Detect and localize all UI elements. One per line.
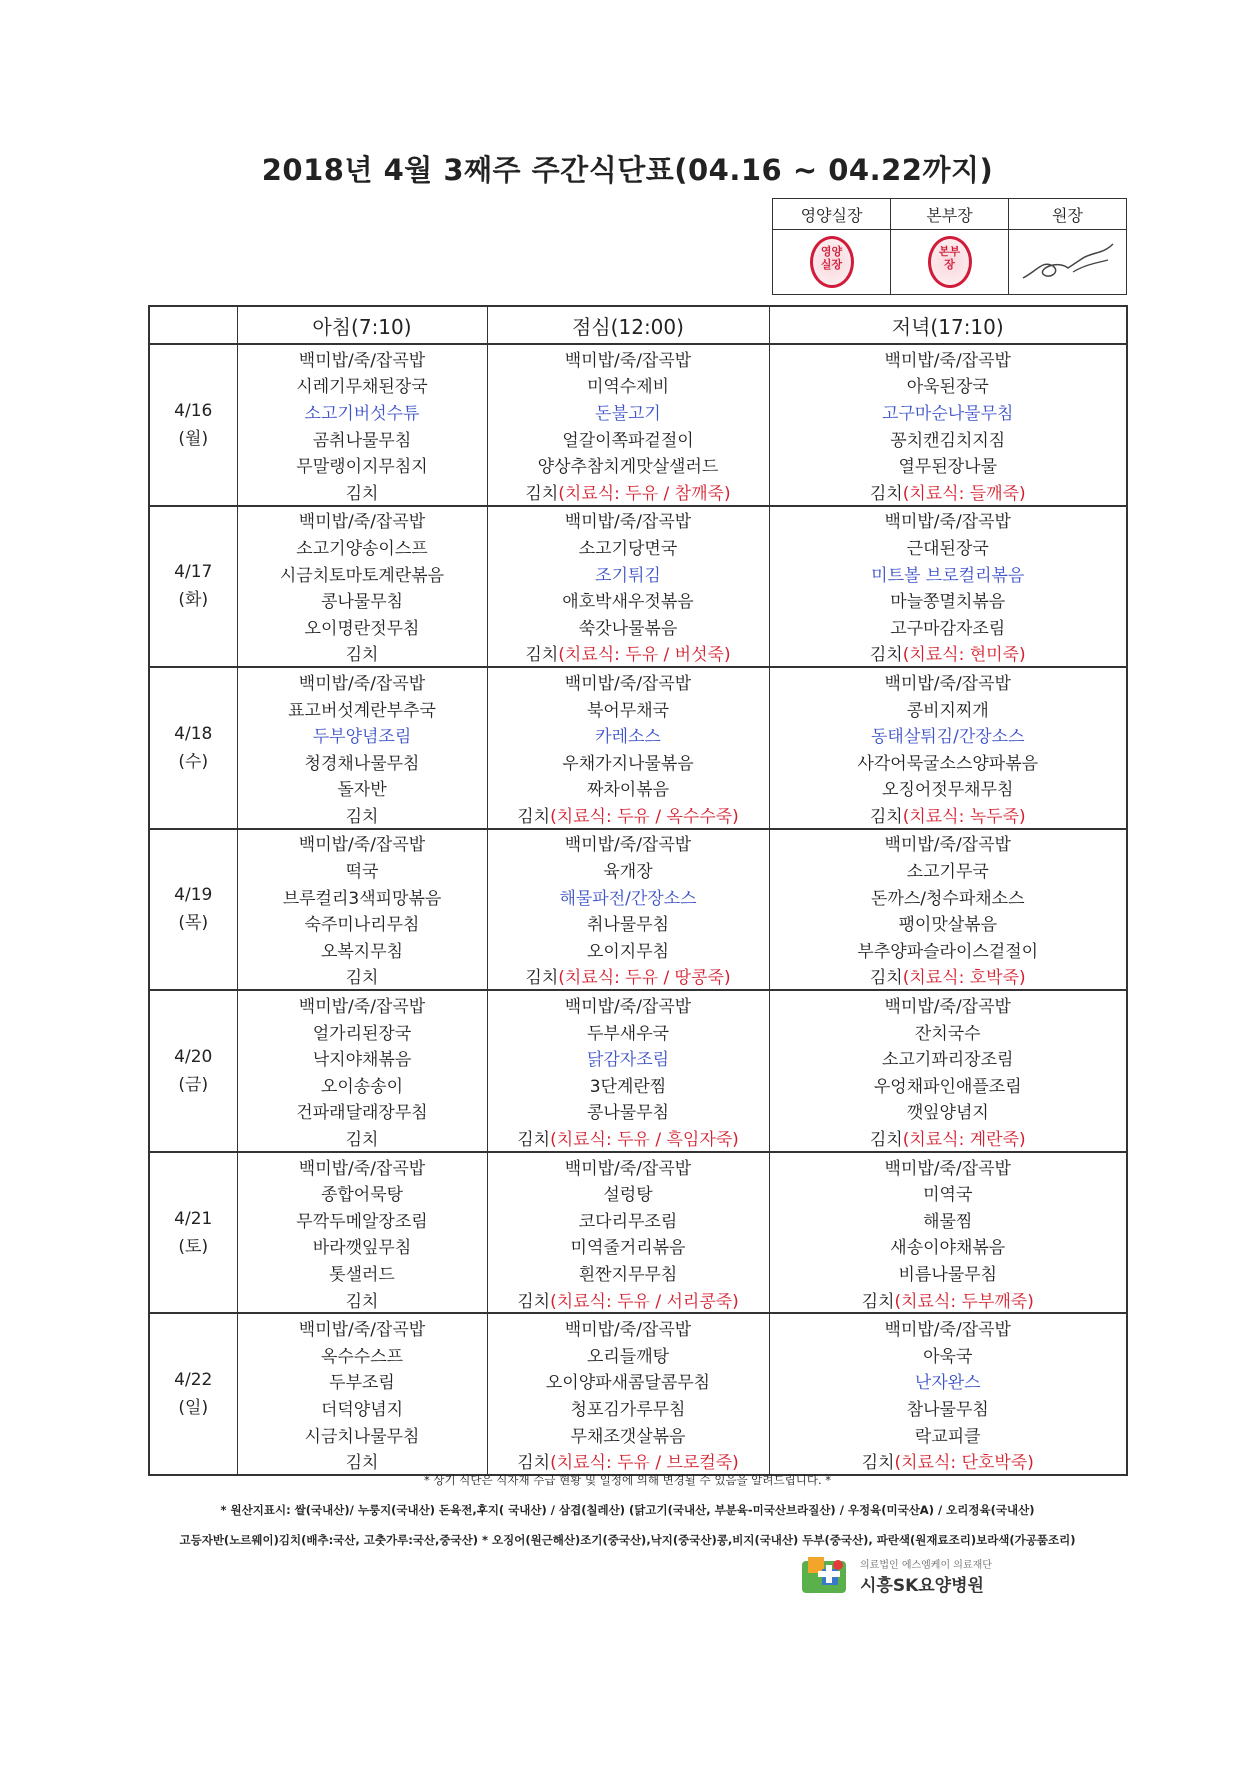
dinner-item: 미역국 <box>769 1179 1127 1206</box>
day-group <box>149 506 1127 668</box>
dinner-item <box>769 1447 1127 1475</box>
header-breakfast: 아침(7:10) <box>237 306 487 344</box>
day-weekday: (일) <box>178 1398 209 1419</box>
lunch-item: 두부새우국 <box>487 1018 769 1045</box>
day-label <box>149 1152 237 1314</box>
dinner-item: 꽁치캔김치지짐 <box>769 425 1127 452</box>
dinner-item: 백미밥/죽/잡곡밥 <box>769 506 1127 534</box>
lunch-item: 백미밥/죽/잡곡밥 <box>487 667 769 695</box>
table-row <box>149 451 1127 478</box>
lunch-item: 짜차이볶음 <box>487 775 769 802</box>
lunch-item <box>487 1286 769 1314</box>
lunch-item: 우채가지나물볶음 <box>487 748 769 775</box>
day-weekday: (화) <box>178 590 209 611</box>
table-row <box>149 1313 1127 1341</box>
breakfast-item: 종합어묵탕 <box>237 1179 487 1206</box>
table-row <box>149 506 1127 534</box>
breakfast-item: 오이송송이 <box>237 1071 487 1098</box>
origin-text: * 원산지표시: 쌀(국내산)/ 누룽지(국내산) 돈육전,후지( 국내산) / 삼겹(칠레산) (닭고기(국내산, 부분육-미국산브라질산) / 우정육(미국산A) / 오리정육(국내산) <box>220 1503 1035 1517</box>
dinner-item <box>769 801 1127 829</box>
dinner-item: 아욱국 <box>769 1341 1127 1368</box>
dinner-item <box>769 963 1127 991</box>
dinner-item: 락교피클 <box>769 1421 1127 1448</box>
table-row <box>149 372 1127 399</box>
dinner-item: 돈까스/청수파채소스 <box>769 883 1127 910</box>
day-date: 4/16 <box>174 400 213 421</box>
table-row <box>149 936 1127 963</box>
breakfast-item: 건파래달래장무침 <box>237 1098 487 1125</box>
table-row <box>149 1044 1127 1071</box>
lunch-item: 백미밥/죽/잡곡밥 <box>487 344 769 372</box>
lunch-item <box>487 1124 769 1152</box>
dinner-item <box>769 1286 1127 1314</box>
dinner-item: 비름나물무침 <box>769 1259 1127 1286</box>
signature-icon <box>1013 230 1123 290</box>
dinner-item: 사각어묵굴소스양파볶음 <box>769 748 1127 775</box>
lunch-item: 백미밥/죽/잡곡밥 <box>487 829 769 857</box>
lunch-item <box>487 640 769 668</box>
day-label <box>149 990 237 1152</box>
table-row <box>149 425 1127 452</box>
table-row <box>149 1286 1127 1314</box>
dinner-special-diet: (치료식: 들깨죽) <box>902 483 1026 504</box>
lunch-item: 오리들깨탕 <box>487 1341 769 1368</box>
dinner-item: 고구마감자조림 <box>769 613 1127 640</box>
breakfast-item: 곰취나물무침 <box>237 425 487 452</box>
table-row <box>149 1124 1127 1152</box>
dinner-item: 우엉채파인애플조림 <box>769 1071 1127 1098</box>
lunch-item: 콩나물무침 <box>487 1098 769 1125</box>
day-group <box>149 829 1127 991</box>
lunch-special-diet: (치료식: 두유 / 버섯죽) <box>558 645 731 666</box>
dinner-kimchi: 김치 <box>861 1453 895 1474</box>
table-row <box>149 1179 1127 1206</box>
breakfast-item: 백미밥/죽/잡곡밥 <box>237 829 487 857</box>
day-weekday: (금) <box>178 1075 209 1096</box>
table-row <box>149 398 1127 425</box>
dinner-item: 깻잎양념지 <box>769 1098 1127 1125</box>
dinner-item <box>769 1124 1127 1152</box>
table-row <box>149 1071 1127 1098</box>
table-row <box>149 909 1127 936</box>
day-weekday: (토) <box>178 1236 209 1257</box>
dinner-kimchi: 김치 <box>869 968 903 989</box>
day-weekday: (수) <box>178 751 209 772</box>
approval-sign-director <box>891 230 1009 295</box>
breakfast-item: 돌자반 <box>237 775 487 802</box>
day-date: 4/21 <box>174 1208 213 1229</box>
dinner-kimchi: 김치 <box>861 1291 895 1312</box>
table-row <box>149 344 1127 372</box>
dinner-kimchi: 김치 <box>869 483 903 504</box>
table-row <box>149 1447 1127 1475</box>
breakfast-item: 시금치토마토계란볶음 <box>237 560 487 587</box>
lunch-item: 얼갈이쪽파겉절이 <box>487 425 769 452</box>
day-weekday: (월) <box>178 428 209 449</box>
breakfast-item: 더덕양념지 <box>237 1394 487 1421</box>
day-date: 4/17 <box>174 562 213 583</box>
dinner-item: 새송이야채볶음 <box>769 1233 1127 1260</box>
lunch-item: 조기튀김 <box>487 560 769 587</box>
lunch-kimchi: 김치 <box>517 806 551 827</box>
weekly-menu-table <box>148 305 1128 1476</box>
notice-text: * 상기 식단은 식자재 수급 현황 및 일정에 의해 변경될 수 있음을 알려드립니다. * <box>423 1473 832 1487</box>
table-row <box>149 883 1127 910</box>
lunch-special-diet: (치료식: 두유 / 서리콩죽) <box>550 1291 739 1312</box>
lunch-item: 미역줄거리볶음 <box>487 1233 769 1260</box>
approval-header-head: 원장 <box>1009 199 1127 230</box>
lunch-item: 양상추참치게맛살샐러드 <box>487 451 769 478</box>
lunch-item: 설렁탕 <box>487 1179 769 1206</box>
seal-stamp: 본부 장 <box>928 236 972 288</box>
lunch-kimchi: 김치 <box>525 483 559 504</box>
table-row <box>149 667 1127 695</box>
lunch-item: 무채조갯살볶음 <box>487 1421 769 1448</box>
breakfast-item: 시레기무채된장국 <box>237 372 487 399</box>
dinner-item: 백미밥/죽/잡곡밥 <box>769 1152 1127 1180</box>
approval-sign-nutrition <box>773 230 891 295</box>
table-row <box>149 801 1127 829</box>
dinner-item: 고구마순나물무침 <box>769 398 1127 425</box>
table-row <box>149 829 1127 857</box>
breakfast-item: 바라깻잎무침 <box>237 1233 487 1260</box>
breakfast-item: 떡국 <box>237 856 487 883</box>
dinner-special-diet: (치료식: 단호박죽) <box>894 1453 1034 1474</box>
lunch-special-diet: (치료식: 두유 / 브로컬죽) <box>550 1453 739 1474</box>
lunch-item <box>487 801 769 829</box>
breakfast-item: 브루컬리3색피망볶음 <box>237 883 487 910</box>
breakfast-item: 소고기버섯수튜 <box>237 398 487 425</box>
breakfast-item: 김치 <box>237 1124 487 1152</box>
dinner-item: 소고기무국 <box>769 856 1127 883</box>
dinner-kimchi: 김치 <box>869 1130 903 1151</box>
approval-box <box>772 198 1127 295</box>
lunch-item: 백미밥/죽/잡곡밥 <box>487 506 769 534</box>
breakfast-item: 김치 <box>237 1286 487 1314</box>
lunch-item: 애호박새우젓볶음 <box>487 586 769 613</box>
breakfast-item: 김치 <box>237 801 487 829</box>
day-label <box>149 506 237 668</box>
breakfast-item: 오복지무침 <box>237 936 487 963</box>
breakfast-item: 김치 <box>237 963 487 991</box>
day-label <box>149 344 237 506</box>
lunch-item <box>487 963 769 991</box>
lunch-kimchi: 김치 <box>517 1130 551 1151</box>
day-date: 4/19 <box>174 885 213 906</box>
dinner-item: 아욱된장국 <box>769 372 1127 399</box>
lunch-item: 소고기당면국 <box>487 533 769 560</box>
breakfast-item: 백미밥/죽/잡곡밥 <box>237 990 487 1018</box>
table-row <box>149 695 1127 722</box>
table-row <box>149 1394 1127 1421</box>
breakfast-item: 표고버섯계란부추국 <box>237 695 487 722</box>
lunch-item: 취나물무침 <box>487 909 769 936</box>
breakfast-item: 얼가리된장국 <box>237 1018 487 1045</box>
dinner-item: 근대된장국 <box>769 533 1127 560</box>
table-row <box>149 1152 1127 1180</box>
lunch-item: 오이지무침 <box>487 936 769 963</box>
day-label <box>149 1313 237 1475</box>
dinner-item: 참나물무침 <box>769 1394 1127 1421</box>
table-row <box>149 586 1127 613</box>
lunch-item: 흰짠지무무침 <box>487 1259 769 1286</box>
breakfast-item: 숙주미나리무침 <box>237 909 487 936</box>
dinner-item: 백미밥/죽/잡곡밥 <box>769 344 1127 372</box>
dinner-item: 마늘쫑멸치볶음 <box>769 586 1127 613</box>
table-row <box>149 963 1127 991</box>
breakfast-item: 소고기양송이스프 <box>237 533 487 560</box>
lunch-special-diet: (치료식: 두유 / 참깨죽) <box>558 483 731 504</box>
day-label <box>149 829 237 991</box>
table-row <box>149 1368 1127 1395</box>
breakfast-item: 콩나물무침 <box>237 586 487 613</box>
breakfast-item: 무말랭이지무침지 <box>237 451 487 478</box>
foundation-name: 의료법인 에스엠케이 의료재단 <box>860 1560 992 1571</box>
breakfast-item: 청경채나물무침 <box>237 748 487 775</box>
dinner-special-diet: (치료식: 계란죽) <box>902 1130 1026 1151</box>
day-group <box>149 1152 1127 1314</box>
dinner-item: 부추양파슬라이스겉절이 <box>769 936 1127 963</box>
lunch-item: 닭감자조림 <box>487 1044 769 1071</box>
dinner-kimchi: 김치 <box>869 806 903 827</box>
breakfast-item: 백미밥/죽/잡곡밥 <box>237 344 487 372</box>
dinner-special-diet: (치료식: 두부깨죽) <box>894 1291 1034 1312</box>
dinner-item <box>769 478 1127 506</box>
day-group <box>149 344 1127 506</box>
header-lunch: 점심(12:00) <box>487 306 769 344</box>
lunch-kimchi: 김치 <box>525 645 559 666</box>
lunch-item: 육개장 <box>487 856 769 883</box>
table-row <box>149 560 1127 587</box>
lunch-special-diet: (치료식: 두유 / 흑임자죽) <box>550 1130 739 1151</box>
table-row <box>149 1259 1127 1286</box>
lunch-item <box>487 1447 769 1475</box>
dinner-item <box>769 640 1127 668</box>
breakfast-item: 옥수수스프 <box>237 1341 487 1368</box>
dinner-item: 해물찜 <box>769 1206 1127 1233</box>
dinner-item: 콩비지찌개 <box>769 695 1127 722</box>
dinner-special-diet: (치료식: 현미죽) <box>902 645 1026 666</box>
day-date: 4/22 <box>174 1370 213 1391</box>
dinner-item: 열무된장나물 <box>769 451 1127 478</box>
dinner-item: 백미밥/죽/잡곡밥 <box>769 990 1127 1018</box>
page-title: 2018년 4월 3째주 주간식단표(04.16 ~ 04.22까지) <box>261 153 994 187</box>
dinner-item: 미트볼 브로컬리볶음 <box>769 560 1127 587</box>
lunch-item: 북어무채국 <box>487 695 769 722</box>
hospital-name: 시흥SK요양병원 <box>860 1576 984 1596</box>
approval-sign-head <box>1009 230 1127 295</box>
lunch-item: 백미밥/죽/잡곡밥 <box>487 1152 769 1180</box>
lunch-kimchi: 김치 <box>517 1291 551 1312</box>
table-row <box>149 1341 1127 1368</box>
dinner-item: 백미밥/죽/잡곡밥 <box>769 667 1127 695</box>
hospital-logo-icon <box>800 1555 848 1595</box>
lunch-item: 쑥갓나물볶음 <box>487 613 769 640</box>
dinner-item: 동태살튀김/간장소스 <box>769 721 1127 748</box>
dinner-item: 백미밥/죽/잡곡밥 <box>769 1313 1127 1341</box>
day-weekday: (목) <box>178 913 209 934</box>
breakfast-item: 오이명란젓무침 <box>237 613 487 640</box>
breakfast-item: 김치 <box>237 640 487 668</box>
day-group <box>149 667 1127 829</box>
table-row <box>149 748 1127 775</box>
breakfast-item: 무깍두메알장조림 <box>237 1206 487 1233</box>
dinner-item: 잔치국수 <box>769 1018 1127 1045</box>
table-row <box>149 856 1127 883</box>
lunch-item: 청포김가루무침 <box>487 1394 769 1421</box>
lunch-item: 돈불고기 <box>487 398 769 425</box>
lunch-item: 코다리무조림 <box>487 1206 769 1233</box>
dinner-item: 소고기꽈리장조림 <box>769 1044 1127 1071</box>
table-row <box>149 478 1127 506</box>
approval-header-nutrition: 영양실장 <box>773 199 891 230</box>
table-row <box>149 721 1127 748</box>
lunch-item: 오이양파새콤달콤무침 <box>487 1368 769 1395</box>
lunch-item: 해물파전/간장소스 <box>487 883 769 910</box>
lunch-item: 3단계란찜 <box>487 1071 769 1098</box>
dinner-item: 백미밥/죽/잡곡밥 <box>769 829 1127 857</box>
seal-stamp: 영양 실장 <box>810 236 854 288</box>
table-row <box>149 640 1127 668</box>
breakfast-item: 시금치나물무침 <box>237 1421 487 1448</box>
dinner-kimchi: 김치 <box>869 645 903 666</box>
lunch-item: 백미밥/죽/잡곡밥 <box>487 1313 769 1341</box>
approval-header-director: 본부장 <box>891 199 1009 230</box>
header-day <box>149 306 237 344</box>
lunch-item <box>487 478 769 506</box>
dinner-item: 오징어젓무채무침 <box>769 775 1127 802</box>
dinner-item: 난자완스 <box>769 1368 1127 1395</box>
breakfast-item: 김치 <box>237 478 487 506</box>
breakfast-item: 두부양념조림 <box>237 721 487 748</box>
header-dinner: 저녁(17:10) <box>769 306 1127 344</box>
table-row <box>149 1018 1127 1045</box>
lunch-item: 카레소스 <box>487 721 769 748</box>
day-group <box>149 990 1127 1152</box>
dinner-special-diet: (치료식: 녹두죽) <box>902 806 1026 827</box>
breakfast-item: 백미밥/죽/잡곡밥 <box>237 1313 487 1341</box>
breakfast-item: 백미밥/죽/잡곡밥 <box>237 667 487 695</box>
breakfast-item: 톳샐러드 <box>237 1259 487 1286</box>
dinner-special-diet: (치료식: 호박죽) <box>902 968 1026 989</box>
lunch-item: 백미밥/죽/잡곡밥 <box>487 990 769 1018</box>
breakfast-item: 백미밥/죽/잡곡밥 <box>237 506 487 534</box>
breakfast-item: 낙지야채볶음 <box>237 1044 487 1071</box>
table-row <box>149 1206 1127 1233</box>
origin-text-2: 고등자반(노르웨이)김치(배추:국산, 고춧가루:국산,중국산) * 오징어(원근해산)조기(중국산),낙지(중국산)콩,비지(국내산) 두부(중국산), 파란색(원재료조리)보라색(가공품조리) <box>179 1533 1076 1547</box>
table-row <box>149 613 1127 640</box>
breakfast-item: 김치 <box>237 1447 487 1475</box>
table-row <box>149 533 1127 560</box>
table-row <box>149 1098 1127 1125</box>
table-row <box>149 990 1127 1018</box>
table-row <box>149 1421 1127 1448</box>
lunch-kimchi: 김치 <box>517 1453 551 1474</box>
lunch-kimchi: 김치 <box>525 968 559 989</box>
day-group <box>149 1313 1127 1475</box>
dinner-item: 팽이맛살볶음 <box>769 909 1127 936</box>
day-date: 4/20 <box>174 1047 213 1068</box>
lunch-item: 미역수제비 <box>487 372 769 399</box>
table-row <box>149 1233 1127 1260</box>
breakfast-item: 백미밥/죽/잡곡밥 <box>237 1152 487 1180</box>
lunch-special-diet: (치료식: 두유 / 옥수수죽) <box>550 806 739 827</box>
day-date: 4/18 <box>174 723 213 744</box>
breakfast-item: 두부조림 <box>237 1368 487 1395</box>
lunch-special-diet: (치료식: 두유 / 땅콩죽) <box>558 968 731 989</box>
day-label <box>149 667 237 829</box>
table-row <box>149 775 1127 802</box>
